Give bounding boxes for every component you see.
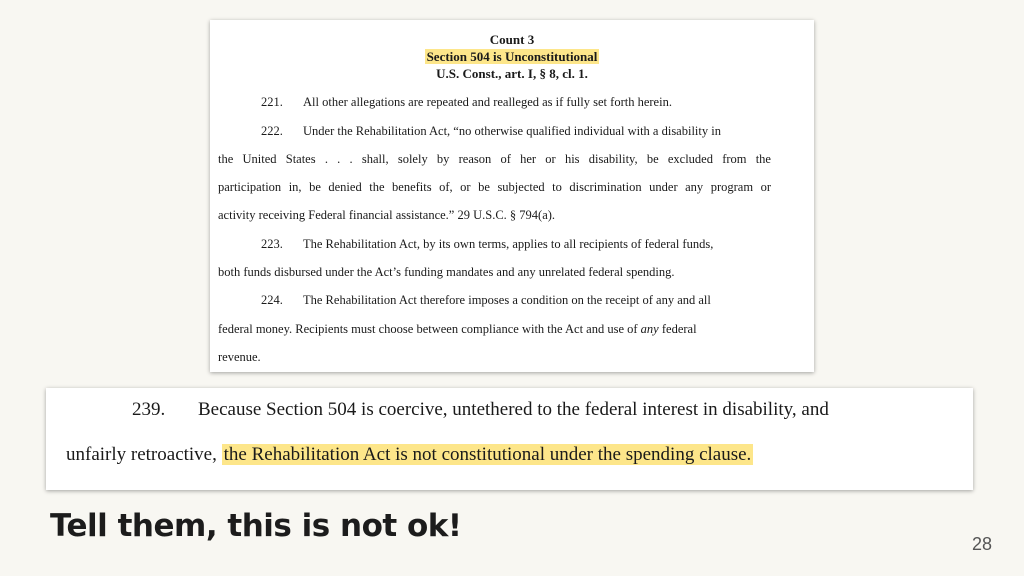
section-title-highlight: Section 504 is Unconstitutional	[426, 49, 598, 64]
slide-caption: Tell them, this is not ok!	[50, 508, 462, 544]
paragraph-text: unfairly retroactive,	[66, 444, 217, 465]
paragraph-222-line-2: the United States . . . shall, solely by reason of her or his disability, be excluded from the	[218, 152, 771, 166]
constitution-citation: U.S. Const., art. I, § 8, cl. 1.	[436, 66, 588, 81]
paragraph-224-line-1	[261, 292, 771, 308]
paragraph-223-line-2: both funds disbursed under the Act’s funding mandates and any unrelated federal spending.	[218, 265, 675, 279]
paragraph-text: The Rehabilitation Act therefore imposes a condition on the receipt of any and all	[303, 293, 711, 307]
paragraph-text: Because Section 504 is coercive, untethered to the federal interest in disability, and	[198, 399, 829, 420]
paragraph-number: 222.	[261, 124, 283, 138]
paragraph-222-line-4: activity receiving Federal financial assistance.” 29 U.S.C. § 794(a).	[218, 208, 556, 222]
legal-excerpt-paragraph-239	[46, 388, 973, 490]
paragraph-224-line-2	[218, 321, 771, 337]
paragraph-text: Under the Rehabilitation Act, “no otherwise qualified individual with a disability in	[303, 124, 721, 138]
paragraph-221	[261, 94, 771, 110]
section-title	[210, 49, 814, 65]
paragraph-text: federal	[658, 322, 697, 336]
paragraph-number: 223.	[261, 237, 283, 251]
paragraph-text: The Rehabilitation Act, by its own terms, applies to all recipients of federal funds,	[303, 237, 714, 251]
paragraph-223-line-1	[261, 236, 771, 252]
emphasis-any: any	[640, 322, 659, 336]
paragraph-number: 224.	[261, 293, 283, 307]
count-title: Count 3	[489, 32, 535, 47]
paragraph-text: All other allegations are repeated and realleged as if fully set forth herein.	[303, 95, 672, 109]
paragraph-224-line-3: revenue.	[218, 350, 261, 364]
paragraph-239-line-1	[132, 398, 829, 422]
paragraph-number: 221.	[261, 95, 283, 109]
paragraph-number: 239.	[132, 399, 166, 420]
paragraph-222-line-3: participation in, be denied the benefits of, or be subjected to discrimination under any program or	[218, 180, 771, 194]
slide-page-number: 28	[972, 534, 993, 554]
spending-clause-highlight: the Rehabilitation Act is not constitutional under the spending clause.	[223, 444, 752, 465]
paragraph-222-line-1	[261, 123, 771, 139]
paragraph-239-line-2	[66, 443, 753, 467]
paragraph-text: federal money. Recipients must choose between compliance with the Act and use of	[218, 322, 641, 336]
legal-excerpt-count-3	[210, 20, 814, 372]
